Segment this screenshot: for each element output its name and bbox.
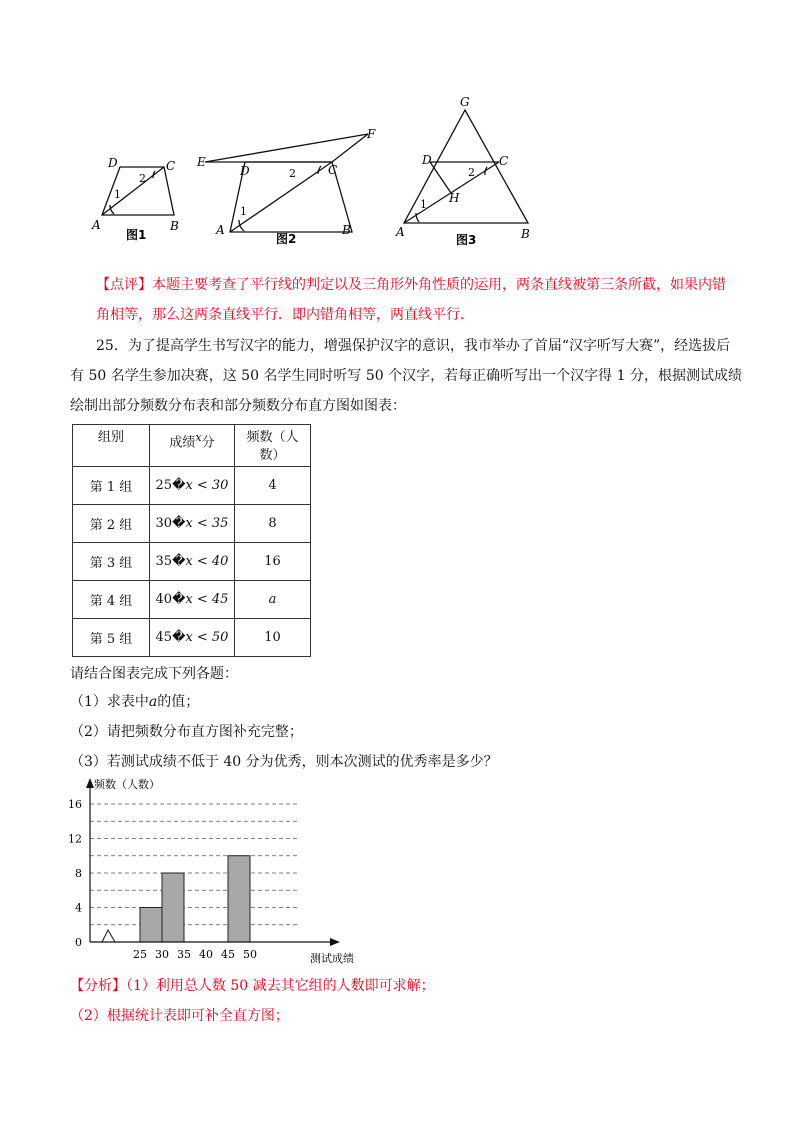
figure-3-caption: 图3 [456,233,477,247]
y-tick-label: 16 [68,798,82,811]
figure-1-caption: 图1 [126,228,147,242]
label-point-d: D [240,164,250,178]
x-tick-label: 30 [155,948,169,961]
label-point-a: A [216,223,225,237]
x-axis-title: 测试成绩 [310,952,354,965]
analysis-tag: 【分析】 [70,978,126,994]
label-point-b: B [170,219,179,233]
angle-1-label: 1 [114,188,121,201]
header-group: 组别 [73,425,150,467]
angle-2-label: 2 [289,167,296,180]
x-tick-label: 40 [199,948,213,961]
label-point-e: E [197,155,206,169]
histogram-bar [140,908,162,943]
y-axis-arrow [86,778,94,788]
frequency-table [72,424,311,657]
y-tick-label: 8 [75,867,82,880]
comment-tag: 【点评】 [96,277,152,293]
problem-line-1: 25．为了提高学生书写汉字的能力，增强保护汉字的意识，我市举办了首届“汉字听写大赛”，经选拔后 [96,338,731,354]
label-point-d: D [108,156,118,170]
histogram-bars [140,856,250,942]
problem-line-3: 绘制出部分频数分布表和部分频数分布直方图如图表： [70,398,406,414]
geometry-figures [90,92,550,252]
label-point-c: C [328,163,338,177]
x-axis-arrow [330,938,340,946]
x-tick-label: 50 [243,948,257,961]
histogram-bar [162,873,184,942]
histogram-labels [68,777,354,965]
header-score: 成绩$^x$分 [150,425,235,467]
angle-1-label: 1 [240,205,247,218]
comment-line-1: 【点评】本题主要考查了平行线的判定以及三角形外角性质的运用，两条直线被第三条所截，如果内错 [96,277,726,293]
label-point-b: B [521,227,530,241]
label-point-f: F [367,127,376,141]
frequency-histogram [60,772,380,972]
x-tick-label: 35 [177,948,191,961]
table-row: 第 4 组 40�x < 45 a [73,581,311,619]
x-tick-label: 25 [133,948,147,961]
table-row: 第 2 组 30�x < 35 8 [73,505,311,543]
x-tick-label: 45 [221,948,235,961]
figure-2-caption: 图2 [276,232,297,246]
angle-2-label: 2 [468,166,475,179]
histogram-axes [86,778,340,946]
table-header-row [73,425,311,467]
y-tick-label: 0 [75,936,82,949]
table-row: 第 5 组 45�x < 50 10 [73,619,311,657]
histogram-bar [228,856,250,942]
label-point-h: H [449,191,460,205]
table-row: 第 3 组 35�x < 40 16 [73,543,311,581]
analysis-line-2: （2）根据统计表即可补全直方图； [70,1008,289,1024]
label-point-d: D [422,153,432,167]
questions-intro: 请结合图表完成下列各题： [70,666,238,682]
label-point-c: C [166,159,176,173]
y-tick-label: 12 [68,832,82,846]
histogram-gridlines [90,804,300,925]
comment-line-2: 角相等，那么这两条直线平行．即内错角相等，两直线平行． [96,307,474,323]
label-point-b: B [342,223,351,237]
label-point-a: A [92,218,101,232]
question-2: （2）请把频数分布直方图补充完整； [70,724,303,740]
y-axis-title: 频数（人数） [94,778,160,791]
question-1: （1）求表中a的值； [70,694,200,710]
table-row: 第 1 组 25�x < 30 4 [73,467,311,505]
label-point-a: A [396,225,405,239]
label-point-c: C [499,154,509,168]
label-point-g: G [460,95,470,109]
analysis-line-1: 【分析】（1）利用总人数 50 减去其它组的人数即可求解； [70,978,435,994]
header-frequency: 频数（人 数） [235,425,311,467]
y-tick-label: 4 [75,901,82,915]
question-3: （3）若测试成绩不低于 40 分为优秀，则本次测试的优秀率是多少？ [70,754,498,770]
angle-2-label: 2 [139,172,146,185]
angle-1-label: 1 [420,198,427,211]
problem-line-2: 有 50 名学生参加决赛，这 50 名学生同时听写 50 个汉字，若每正确听写出一个汉字得 1 分，根据测试成绩 [70,368,742,384]
axis-break-mark [102,930,115,942]
